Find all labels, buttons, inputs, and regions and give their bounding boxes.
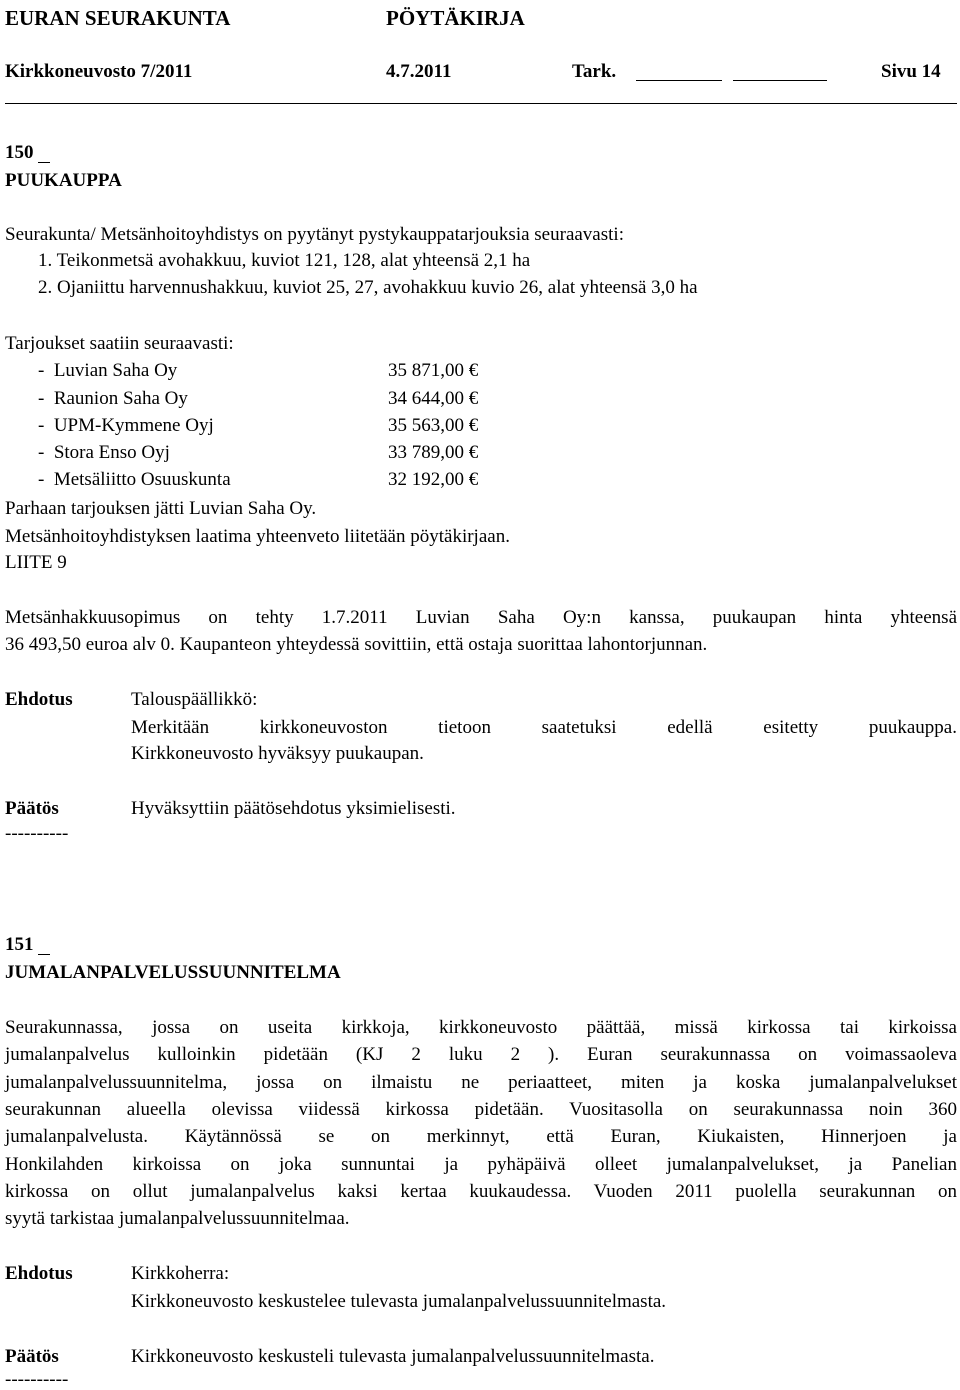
section-number: 150 bbox=[5, 143, 50, 163]
checker-signature-line-2 bbox=[733, 80, 827, 81]
proposer-label: Talouspäällikkö: bbox=[131, 689, 258, 710]
decision-label: Päätös bbox=[5, 798, 59, 819]
section-separator: ---------- bbox=[5, 823, 69, 844]
section-number: 151 bbox=[5, 935, 50, 955]
checker-signature-line bbox=[636, 80, 722, 81]
list-item: 2. Ojaniittu harvennushakkuu, kuviot 25, 27, avohakkuu kuvio 26, alat yhteensä 3,0 ha bbox=[38, 277, 698, 298]
list-item: - Stora Enso Oyj bbox=[38, 442, 170, 463]
list-item: - UPM-Kymmene Oyj bbox=[38, 415, 214, 436]
proposal-label: Ehdotus bbox=[5, 1263, 73, 1284]
page-number: Sivu 14 bbox=[881, 61, 941, 82]
section-mark bbox=[38, 935, 50, 955]
body-line: kirkossa on ollut jumalanpalvelus kaksi kertaa kuukaudessa. Vuoden 2011 puolella seurakunnan on bbox=[5, 1181, 957, 1202]
section-intro: Seurakunta/ Metsänhoitoyhdistys on pyytänyt pystykauppatarjouksia seuraavasti: bbox=[5, 224, 624, 245]
proposal-text: Kirkkoneuvosto hyväksyy puukaupan. bbox=[131, 743, 424, 764]
list-item: - Raunion Saha Oy bbox=[38, 388, 188, 409]
section-separator: ---------- bbox=[5, 1369, 69, 1390]
proposer-label: Kirkkoherra: bbox=[131, 1263, 230, 1284]
summary-text: Metsänhoitoyhdistyksen laatima yhteenveto liitetään pöytäkirjaan. bbox=[5, 526, 510, 547]
org-name: EURAN SEURAKUNTA bbox=[5, 6, 231, 30]
section-title: JUMALANPALVELUSSUUNNITELMA bbox=[5, 962, 341, 983]
offer-amount: 34 644,00 € bbox=[388, 388, 479, 409]
decision-text: Hyväksyttiin päätösehdotus yksimielisesti. bbox=[131, 798, 456, 819]
section-title: PUUKAUPPA bbox=[5, 170, 122, 191]
decision-text: Kirkkoneuvosto keskusteli tulevasta jumalanpalvelussuunnitelmasta. bbox=[131, 1346, 655, 1367]
offers-intro: Tarjoukset saatiin seuraavasti: bbox=[5, 333, 234, 354]
body-line: Seurakunnassa, jossa on useita kirkkoja, kirkkoneuvosto päättää, missä kirkossa tai kirkoissa bbox=[5, 1017, 957, 1038]
checked-label: Tark. bbox=[572, 61, 617, 82]
meeting-date: 4.7.2011 bbox=[386, 61, 452, 82]
header-divider bbox=[5, 103, 957, 104]
body-line: jumalanpalvelus kulloinkin pidetään (KJ 2 luku 2 ). Euran seurakunnassa on voimassaoleva bbox=[5, 1044, 957, 1065]
meeting-label: Kirkkoneuvosto 7/2011 bbox=[5, 61, 193, 82]
offer-amount: 33 789,00 € bbox=[388, 442, 479, 463]
proposal-text: Kirkkoneuvosto keskustelee tulevasta jumalanpalvelussuunnitelmasta. bbox=[131, 1291, 667, 1312]
body-line: seurakunnan alueella olevissa viidessä kirkossa pidetään. Vuositasolla on seurakunnassa noin 360 bbox=[5, 1099, 957, 1120]
offer-amount: 32 192,00 € bbox=[388, 469, 479, 490]
proposal-text: Merkitään kirkkoneuvoston tietoon saatetuksi edellä esitetty puukauppa. bbox=[131, 717, 957, 738]
body-line: syytä tarkistaa jumalanpalvelussuunnitelmaa. bbox=[5, 1208, 350, 1229]
offer-amount: 35 563,00 € bbox=[388, 415, 479, 436]
list-item: - Luvian Saha Oy bbox=[38, 360, 178, 381]
body-line: Honkilahden kirkoissa on joka sunnuntai ja pyhäpäivä olleet jumalanpalvelukset, ja Panelian bbox=[5, 1154, 957, 1175]
body-line: jumalanpalvelussuunnitelma, jossa on ilmaistu ne periaatteet, miten ja koska jumalanpalvelukset bbox=[5, 1072, 957, 1093]
attachment-reference: LIITE 9 bbox=[5, 552, 67, 573]
section-mark bbox=[38, 143, 50, 163]
list-item: 1. Teikonmetsä avohakkuu, kuviot 121, 128, alat yhteensä 2,1 ha bbox=[38, 250, 531, 271]
proposal-label: Ehdotus bbox=[5, 689, 73, 710]
contract-line: Metsänhakkuusopimus on tehty 1.7.2011 Luvian Saha Oy:n kanssa, puukaupan hinta yhteensä bbox=[5, 607, 957, 628]
body-line: jumalanpalvelusta. Käytännössä se on merkinnyt, että Euran, Kiukaisten, Hinnerjoen ja bbox=[5, 1126, 957, 1147]
document-type: PÖYTÄKIRJA bbox=[386, 6, 525, 30]
contract-line: 36 493,50 euroa alv 0. Kaupanteon yhteydessä sovittiin, että ostaja suorittaa lahontorjunnan. bbox=[5, 634, 708, 655]
decision-label: Päätös bbox=[5, 1346, 59, 1367]
best-offer-text: Parhaan tarjouksen jätti Luvian Saha Oy. bbox=[5, 498, 317, 519]
offer-amount: 35 871,00 € bbox=[388, 360, 479, 381]
list-item: - Metsäliitto Osuuskunta bbox=[38, 469, 231, 490]
